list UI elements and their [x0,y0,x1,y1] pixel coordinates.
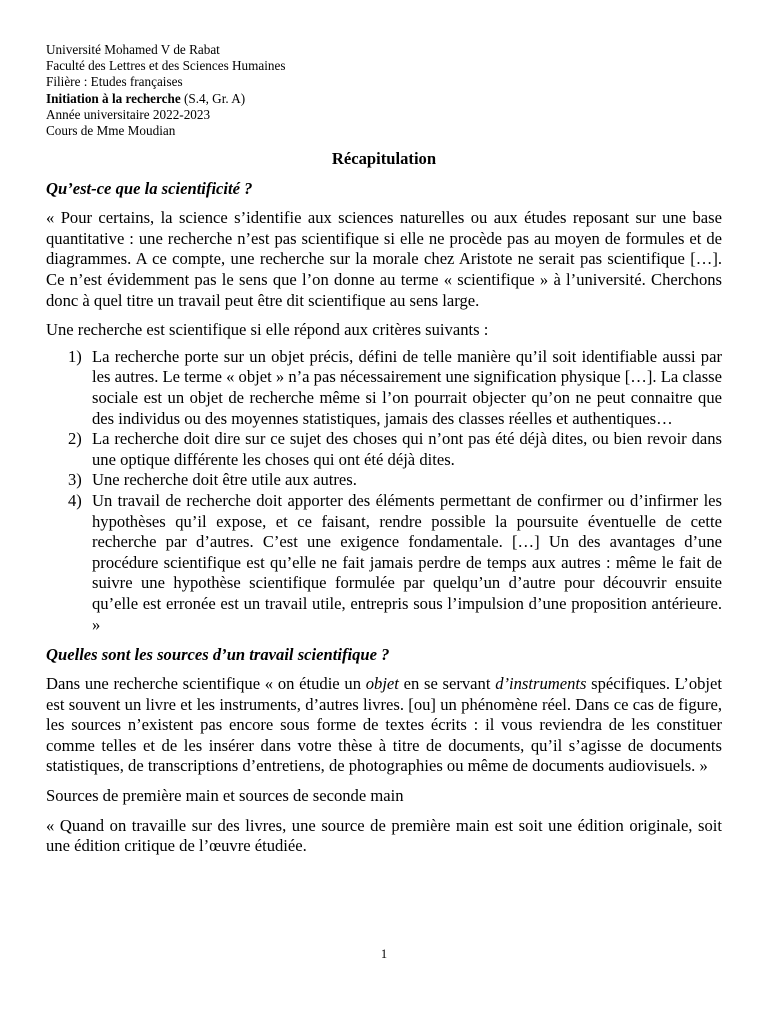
header-university: Université Mohamed V de Rabat [46,42,220,57]
criteria-text: La recherche porte sur un objet précis, défini de telle manière qu’il soit identifiable aussi par les autres. Le terme « objet » n’a pas nécessairement une signification physique […]. La classe sociale est un objet de recherche même si l’on pourrait objecter qu’on ne peut connaitre que des individus ou des moyennes statistiques, jamais des classes réelles et authentiques… [92,346,722,428]
page-number: 1 [380,947,388,961]
sources-paragraph: « Quand on travaille sur des livres, une source de première main est soit une édition originale, soit une édition critique de l’œuvre étudiée. [46,815,722,856]
criteria-text: La recherche doit dire sur ce sujet des choses qui n’ont pas été déjà dites, ou bien revoir dans une optique différente les choses qui ont été déjà dites. [92,429,722,469]
section2-paragraph [46,674,722,777]
section2-italic-objet: objet [365,674,399,694]
header-course-group: (S.4, Gr. A) [180,90,246,106]
header-year: Année universitaire 2022-2023 [46,106,211,122]
criteria-text: Un travail de recherche doit apporter des éléments permettant de confirmer ou d’infirmer les hypothèses qu’il expose, et ce faisant, rendre possible la poursuite éventuelle de cette recherche par d’autres. C’est une exigence fondamentale. […] Un des avantages d’une procédure scientifique est qu’elle ne fait jamais perdre de temps aux autres : même le fait de suivre une hypothèse scientifique formulée par quelqu’un d’autre pour découvrir ensuite qu’elle est erronée est un travail utile, entrepris sous l’impulsion d’une proposition antérieure. » [92,490,722,634]
criteria-text: Une recherche doit être utile aux autres. [92,470,357,490]
header-program: Filière : Etudes françaises [46,74,183,90]
document-page [46,42,722,857]
criteria-item [46,470,722,491]
header-course-name: Initiation à la recherche [46,90,181,106]
sources-subheading: Sources de première main et sources de seconde main [46,786,404,806]
section2-text-part2: en se servant [398,674,496,694]
section1-heading: Qu’est-ce que la scientificité ? [46,179,253,199]
criteria-item [46,429,722,470]
criteria-number: 2) [68,429,82,449]
header-course [46,91,722,107]
section2-text-part1: Dans une recherche scientifique « on étudie un [46,674,366,694]
criteria-intro: Une recherche est scientifique si elle répond aux critères suivants : [46,320,489,340]
section2-text-part3: spécifiques. L’objet est souvent un livre et les instruments, d’autres livres. [ou] un phénomène réel. Dans ce cas de figure, les sources n’existent pas encore sous forme de textes écrits : il vous reviendra de les constituer comme telles et de les insérer dans votre thèse à titre de documents, qu’il s’agisse de documents statistiques, de transcriptions d’entretiens, de photographies ou même de documents audiovisuels. » [46,674,722,776]
section1-quote: « Pour certains, la science s’identifie aux sciences naturelles ou aux études reposant sur une base quantitative : une recherche n’est pas scientifique si elle ne procède pas au moyen de formules et de diagrammes. A ce compte, une recherche sur la morale chez Aristote ne serait pas scientifique […]. Ce n’est évidemment pas le sens que l’on donne au terme « scientifique » à l’université. Cherchons donc à quel titre un travail peut être dit scientifique au sens large. [46,208,722,310]
criteria-item [46,491,722,635]
header-faculty: Faculté des Lettres et des Sciences Humaines [46,58,286,74]
document-title: Récapitulation [331,149,437,169]
section2-heading: Quelles sont les sources d’un travail scientifique ? [46,645,390,665]
criteria-list [46,347,722,635]
document-header [46,42,722,139]
header-teacher: Cours de Mme Moudian [46,123,176,139]
criteria-number: 1) [68,346,82,366]
criteria-number: 4) [68,490,82,510]
criteria-item [46,347,722,429]
section2-italic-instruments: d’instruments [495,674,587,694]
criteria-number: 3) [68,470,82,490]
